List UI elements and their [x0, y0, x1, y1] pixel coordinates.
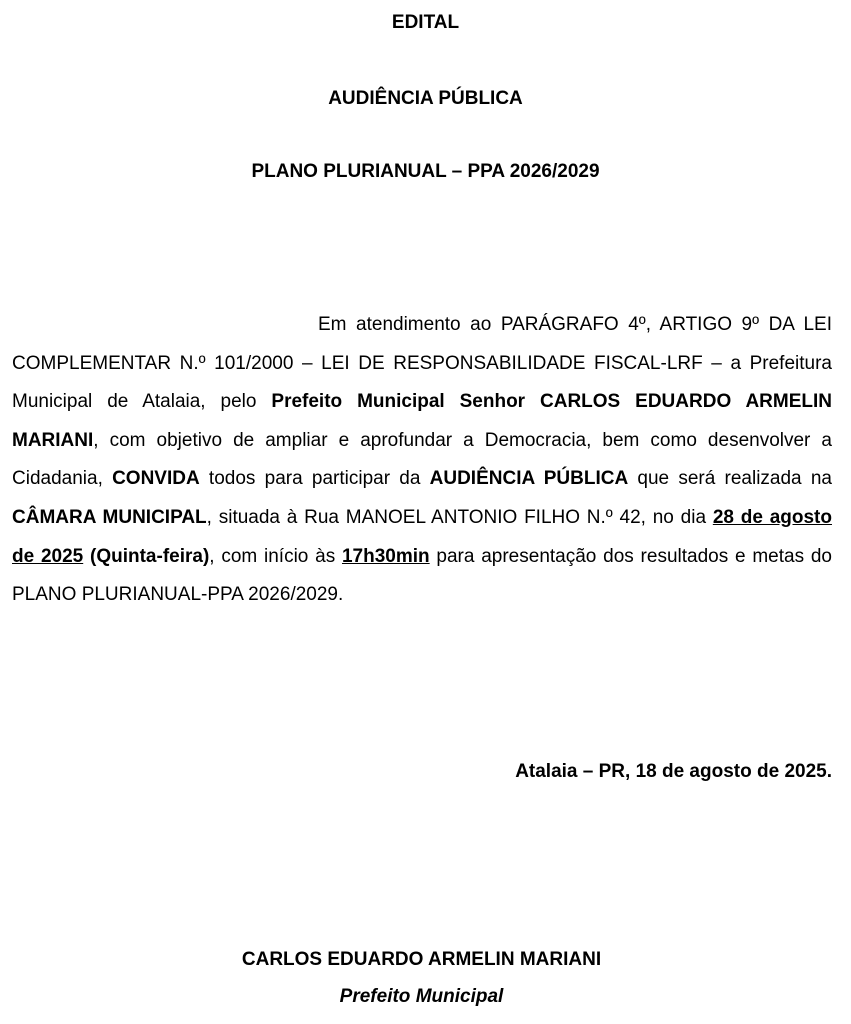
body-text-segment: , situada à Rua MANOEL ANTONIO FILHO N.º 42, no dia — [206, 506, 713, 528]
body-paragraph — [12, 306, 832, 615]
event-name: AUDIÊNCIA PÚBLICA — [429, 468, 629, 490]
document-subtitle: AUDIÊNCIA PÚBLICA — [328, 88, 523, 109]
document-title: EDITAL — [391, 12, 460, 33]
event-weekday: (Quinta-feira) — [90, 545, 210, 567]
body-text-segment: para apresentação dos resultados e metas do PLANO PLURIANUAL-PPA 2026/2029. — [12, 545, 832, 606]
signatory-role: Prefeito Municipal — [339, 986, 504, 1007]
body-text-segment: Em atendimento ao PARÁGRAFO 4º, ARTIGO 9º DA LEI COMPLEMENTAR N.º 101/2000 – LEI DE RESPONSABILIDADE FISCAL-LRF – a Prefeitura Municipal de Atalaia, pelo — [12, 314, 832, 413]
body-text-segment — [83, 546, 90, 567]
venue-name: CÂMARA MUNICIPAL — [12, 506, 207, 528]
body-text-segment: , com objetivo de ampliar e aprofundar a Democracia, bem como desenvolver a Cidadania, — [12, 429, 832, 490]
signatory-name: CARLOS EDUARDO ARMELIN MARIANI — [241, 949, 602, 970]
event-date: 28 de agosto de 2025 — [12, 506, 832, 567]
body-text-segment: que será realizada na — [628, 468, 832, 490]
body-text-segment: todos para participar da — [199, 468, 430, 490]
invitation-word: CONVIDA — [112, 468, 200, 490]
event-time: 17h30min — [341, 545, 430, 567]
body-text-segment: , com início às — [209, 545, 342, 567]
document-subject: PLANO PLURIANUAL – PPA 2026/2029 — [251, 161, 600, 182]
mayor-reference: Prefeito Municipal Senhor CARLOS EDUARDO ARMELIN MARIANI — [12, 391, 832, 451]
place-and-date: Atalaia – PR, 18 de agosto de 2025. — [515, 761, 832, 782]
